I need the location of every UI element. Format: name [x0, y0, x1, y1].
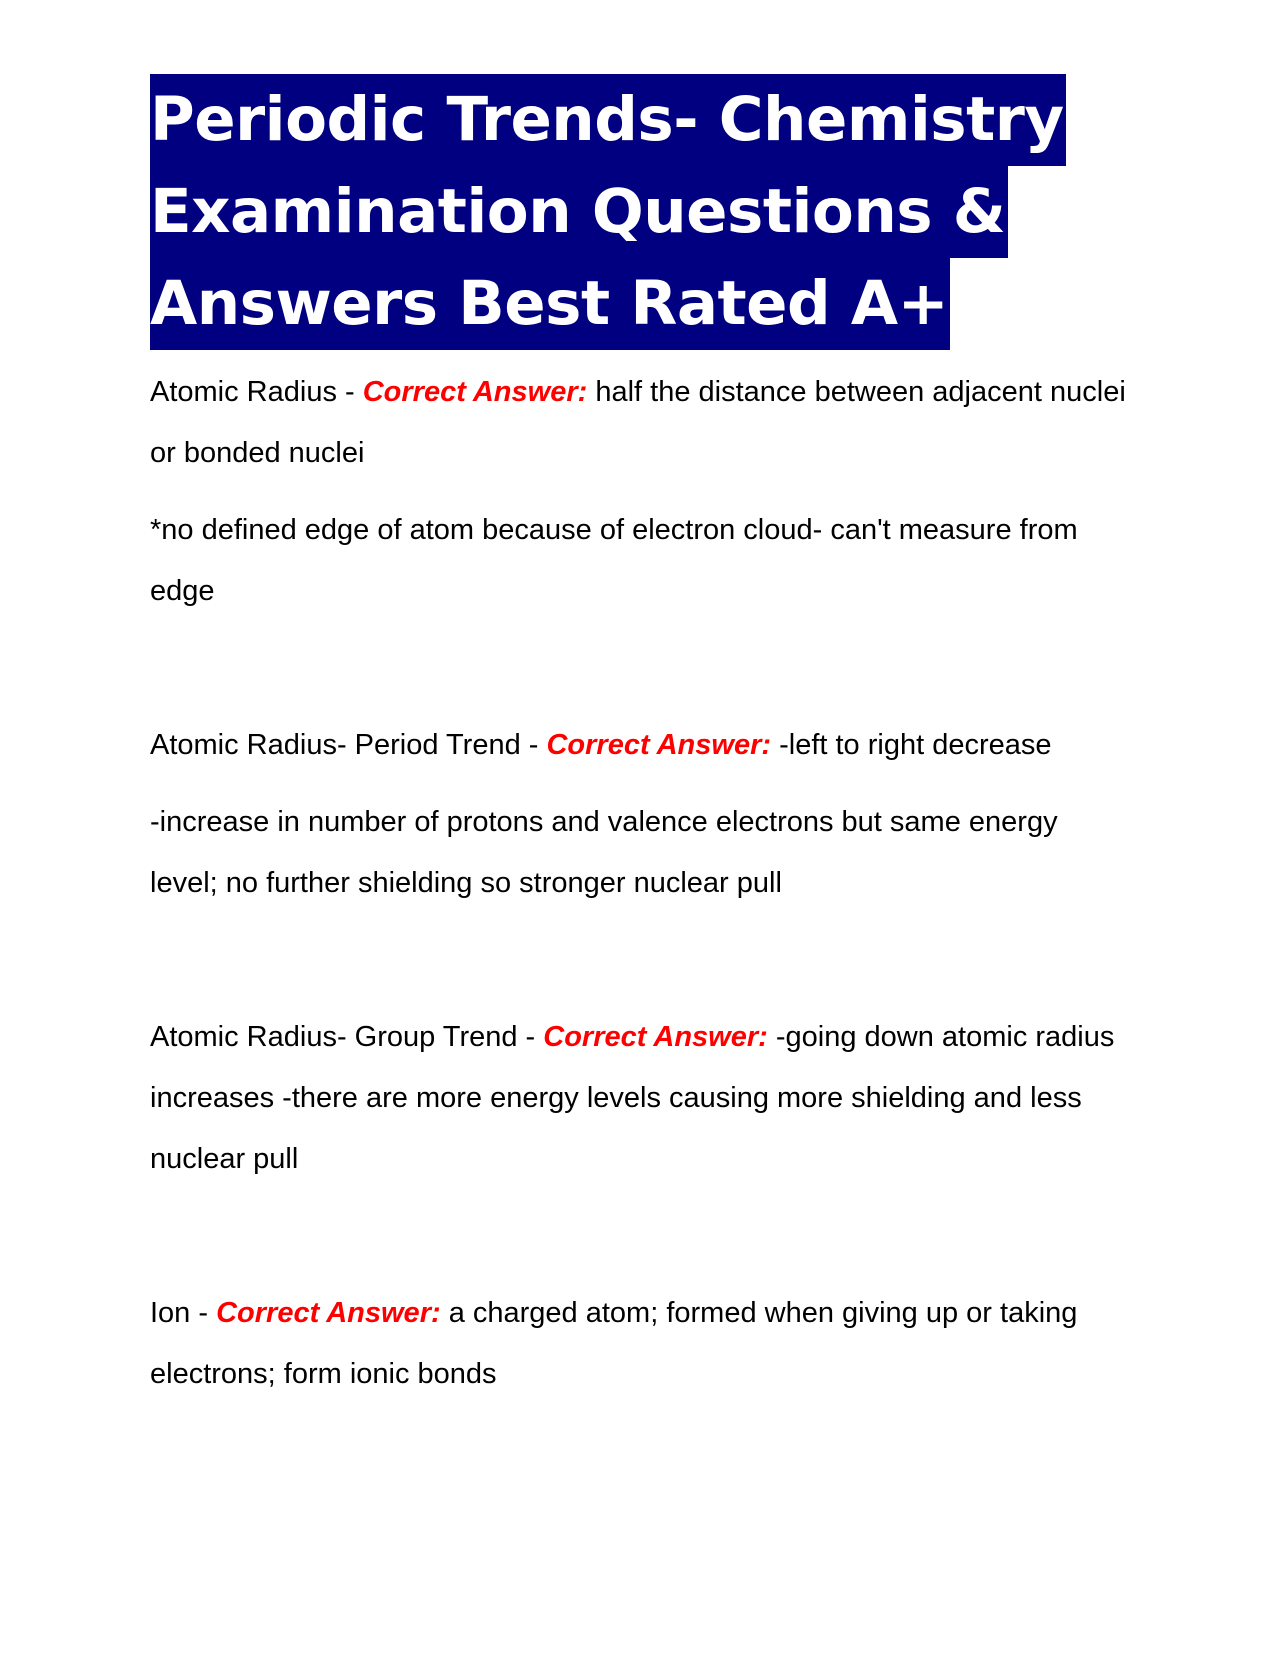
- qa-entry-ion: [150, 1283, 1130, 1405]
- correct-answer-label: Correct Answer:: [543, 1021, 768, 1053]
- qa-answer-paragraph: [150, 1007, 1130, 1190]
- entry-spacer: [150, 914, 1130, 1007]
- qa-term: Atomic Radius- Period Trend -: [150, 729, 547, 761]
- qa-note-paragraph: -increase in number of protons and valence electrons but same energy level; no further shielding so stronger nuclear pull: [150, 806, 1058, 899]
- qa-entry-group-trend: [150, 1007, 1130, 1190]
- entry-spacer: [150, 1190, 1130, 1283]
- qa-entry-period-trend: [150, 715, 1130, 914]
- title-line-1: Periodic Trends- Chemistry: [150, 74, 1066, 166]
- document-title: [150, 74, 1130, 350]
- qa-note-paragraph: *no defined edge of atom because of electron cloud- can't measure from edge: [150, 514, 1078, 607]
- document-page: [150, 74, 1130, 1405]
- qa-entry-atomic-radius: [150, 362, 1130, 622]
- qa-term: Ion -: [150, 1297, 217, 1329]
- qa-answer-text: half the distance between adjacent nuclei or bonded nuclei: [150, 376, 1126, 469]
- correct-answer-label: Correct Answer:: [216, 1297, 441, 1329]
- qa-term: Atomic Radius- Group Trend -: [150, 1021, 544, 1053]
- qa-answer-text: -going down atomic radius increases -there are more energy levels causing more shielding and less nuclear pull: [150, 1021, 1115, 1175]
- correct-answer-label: Correct Answer:: [546, 729, 772, 761]
- title-line-2: Examination Questions &: [150, 166, 1008, 258]
- qa-answer-paragraph: [150, 362, 1130, 484]
- qa-term: Atomic Radius -: [150, 376, 363, 408]
- entry-spacer: [150, 622, 1130, 715]
- title-line-3: Answers Best Rated A+: [150, 258, 950, 350]
- qa-answer-text: -left to right decrease: [771, 729, 1052, 761]
- qa-answer-paragraph: [150, 1283, 1130, 1405]
- qa-answer-paragraph: [150, 715, 1130, 776]
- qa-answer-text: a charged atom; formed when giving up or taking electrons; form ionic bonds: [150, 1297, 1078, 1390]
- correct-answer-label: Correct Answer:: [362, 376, 588, 408]
